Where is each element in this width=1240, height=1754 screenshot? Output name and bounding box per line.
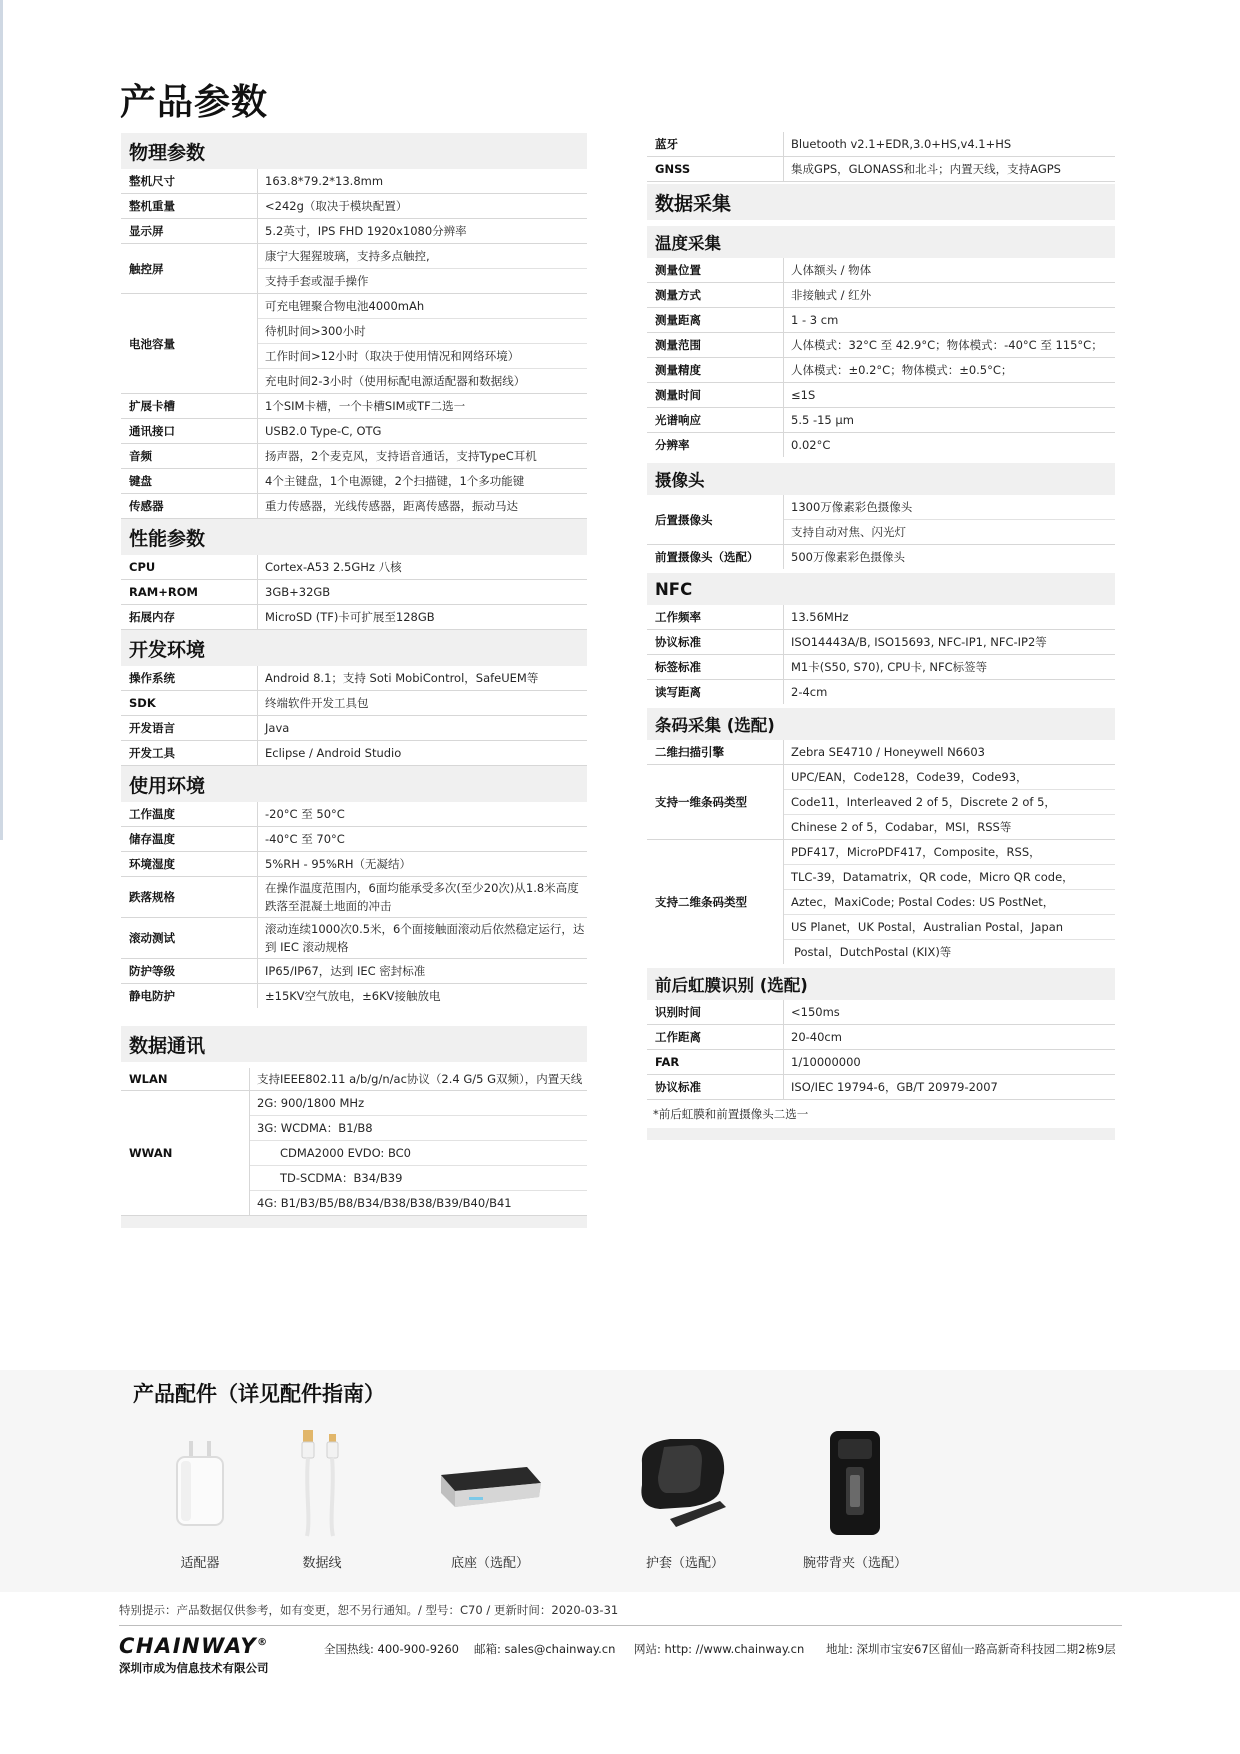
spec-key: 测量范围 xyxy=(647,333,784,357)
spec-value: 待机时间>300小时 xyxy=(258,319,587,344)
spec-value: 3G: WCDMA：B1/B8 xyxy=(250,1116,587,1141)
spec-value: IP65/IP67，达到 IEC 密封标准 xyxy=(265,964,426,978)
hotline-text: 全国热线: 400-900-9260 xyxy=(324,1642,459,1656)
website-link[interactable]: 网站: http: //www.chainway.cn xyxy=(634,1642,805,1656)
accessory-label: 护套（选配） xyxy=(645,1556,724,1571)
spec-row xyxy=(647,258,1115,283)
spec-value: ISO14443A/B, ISO15693, NFC-IP1, NFC-IP2等 xyxy=(791,635,1047,649)
spec-value: 人体模式：±0.2°C；物体模式：±0.5°C； xyxy=(791,363,1013,377)
spec-key: 标签标准 xyxy=(647,655,784,679)
spec-value: 工作时间>12小时（取决于使用情况和网络环境） xyxy=(258,344,587,369)
spec-row xyxy=(647,655,1115,680)
spec-key: 前置摄像头（选配） xyxy=(647,545,784,569)
accessory-label: 底座（选配） xyxy=(450,1556,529,1571)
company-name: 深圳市成为信息技术有限公司 xyxy=(119,1661,269,1675)
spec-key: RAM+ROM xyxy=(121,580,258,604)
spec-row xyxy=(647,283,1115,308)
iris-note: *前后虹膜和前置摄像头二选一 xyxy=(653,1107,809,1121)
spec-value: <242g（取决于模块配置） xyxy=(265,199,408,213)
column-end-strip xyxy=(647,1128,1115,1140)
spec-value: 20-40cm xyxy=(791,1030,842,1044)
spec-value: 人体额头 / 物体 xyxy=(791,263,872,277)
spec-row xyxy=(121,555,587,580)
column-end-strip xyxy=(121,1216,587,1228)
spec-value: 充电时间2-3小时（使用标配电源适配器和数据线） xyxy=(265,374,526,388)
spec-key: WWAN xyxy=(121,1091,250,1215)
spec-key: 开发语言 xyxy=(121,716,258,740)
spec-key: 协议标准 xyxy=(647,1075,784,1099)
spec-row xyxy=(121,394,587,419)
spec-key: 储存温度 xyxy=(121,827,258,851)
spec-key: CPU xyxy=(121,555,258,579)
spec-key: 支持一维条码类型 xyxy=(647,765,784,839)
page-title: 产品参数 xyxy=(120,82,269,123)
spec-row xyxy=(121,1068,587,1091)
spec-row xyxy=(121,605,587,630)
holster-image xyxy=(620,1425,750,1540)
spec-value: 1300万像素彩色摄像头 xyxy=(784,495,1115,520)
spec-key: 支持二维条码类型 xyxy=(647,840,784,964)
spec-key: 协议标准 xyxy=(647,630,784,654)
spec-key: 测量距离 xyxy=(647,308,784,332)
spec-value: 13.56MHz xyxy=(791,610,849,624)
spec-row xyxy=(647,308,1115,333)
disclaimer-text: 特别提示：产品数据仅供参考，如有变更，恕不另行通知。/ 型号：C70 / 更新时间：2020-03-31 xyxy=(119,1603,619,1617)
spec-key: 操作系统 xyxy=(121,666,258,690)
spec-key: 测量时间 xyxy=(647,383,784,407)
accessory-cable xyxy=(272,1425,372,1571)
spec-key: 读写距离 xyxy=(647,680,784,704)
spec-row xyxy=(121,959,587,984)
spec-value: 5%RH - 95%RH（无凝结） xyxy=(265,857,412,871)
spec-key: 显示屏 xyxy=(121,219,258,243)
spec-key: 防护等级 xyxy=(121,959,258,983)
spec-key: 触控屏 xyxy=(121,244,258,293)
spec-row xyxy=(647,680,1115,704)
spec-key: 工作频率 xyxy=(647,605,784,629)
spec-row xyxy=(647,1050,1115,1075)
spec-value: 人体模式：32°C 至 42.9°C；物体模式：-40°C 至 115°C； xyxy=(791,338,1103,352)
registered-mark: ® xyxy=(257,1637,269,1648)
spec-row xyxy=(121,469,587,494)
spec-row xyxy=(121,294,587,394)
spec-key: WLAN xyxy=(121,1068,250,1090)
spec-row xyxy=(647,605,1115,630)
spec-value: 5.2英寸，IPS FHD 1920x1080分辨率 xyxy=(265,224,467,238)
spec-key: SDK xyxy=(121,691,258,715)
spec-key: 电池容量 xyxy=(121,294,258,393)
spec-row xyxy=(647,333,1115,358)
spec-row xyxy=(121,802,587,827)
section-physical: 物理参数 xyxy=(121,133,587,169)
spec-key: 整机尺寸 xyxy=(121,169,258,193)
spec-value: 5.5 -15 μm xyxy=(791,413,854,427)
spec-key: 工作距离 xyxy=(647,1025,784,1049)
spec-value: Eclipse / Android Studio xyxy=(265,746,402,760)
spec-value: Cortex-A53 2.5GHz 八核 xyxy=(265,560,402,574)
spec-key: 音频 xyxy=(121,444,258,468)
spec-row xyxy=(121,194,587,219)
spec-row xyxy=(121,877,587,918)
adapter-image xyxy=(150,1425,250,1540)
accessory-label: 数据线 xyxy=(302,1556,342,1571)
section-data-comm: 数据通讯 xyxy=(121,1026,587,1062)
spec-value: TLC-39，Datamatrix，QR code，Micro QR code， xyxy=(784,865,1115,890)
spec-row xyxy=(121,918,587,959)
page-edge-strip xyxy=(0,0,3,840)
section-temp: 温度采集 xyxy=(647,226,1115,258)
spec-key: 拓展内存 xyxy=(121,605,258,629)
wrist-clip-image xyxy=(790,1425,920,1540)
spec-key: 跌落规格 xyxy=(121,877,258,917)
spec-row xyxy=(121,1091,587,1216)
spec-value: ≤1S xyxy=(791,388,816,402)
spec-row xyxy=(121,666,587,691)
spec-value: TD-SCDMA：B34/B39 xyxy=(250,1166,587,1191)
spec-key: 传感器 xyxy=(121,494,258,518)
spec-value: 康宁大猩猩玻璃，支持多点触控, xyxy=(258,244,587,269)
spec-key: 滚动测试 xyxy=(121,918,258,958)
spec-value: 1 - 3 cm xyxy=(791,313,839,327)
right-spec-column xyxy=(647,132,1115,1140)
spec-row xyxy=(121,444,587,469)
spec-row xyxy=(121,691,587,716)
spec-row xyxy=(647,765,1115,840)
spec-key: 测量方式 xyxy=(647,283,784,307)
spec-value: ±15KV空气放电，±6KV接触放电 xyxy=(265,989,441,1003)
spec-key: 测量位置 xyxy=(647,258,784,282)
adapter-icon xyxy=(165,1433,235,1533)
spec-key: 工作温度 xyxy=(121,802,258,826)
spec-key: 静电防护 xyxy=(121,984,258,1008)
spec-value: Java xyxy=(265,721,290,735)
spec-key: 通讯接口 xyxy=(121,419,258,443)
spec-row xyxy=(121,219,587,244)
spec-row xyxy=(121,494,587,519)
accessory-holster xyxy=(620,1425,750,1571)
spec-value: Zebra SE4710 / Honeywell N6603 xyxy=(791,745,985,759)
holster-icon xyxy=(630,1433,740,1533)
spec-row xyxy=(647,383,1115,408)
spec-value: 滚动连续1000次0.5米，6个面接触面滚动后依然稳定运行，达到 IEC 滚动规格 xyxy=(265,922,585,954)
spec-row xyxy=(121,827,587,852)
spec-value: 支持自动对焦、闪光灯 xyxy=(791,525,906,539)
accessory-cradle xyxy=(430,1425,550,1571)
spec-row xyxy=(647,433,1115,457)
spec-value: 扬声器，2个麦克风，支持语音通话，支持TypeC耳机 xyxy=(265,449,537,463)
spec-key: 扩展卡槽 xyxy=(121,394,258,418)
spec-value: 163.8*79.2*13.8mm xyxy=(265,174,384,188)
spec-value: 集成GPS，GLONASS和北斗；内置天线，支持AGPS xyxy=(791,162,1061,176)
spec-value: 500万像素彩色摄像头 xyxy=(791,550,905,564)
accessories-title: 产品配件（详见配件指南） xyxy=(133,1382,385,1406)
spec-key: 整机重量 xyxy=(121,194,258,218)
spec-value: 非接触式 / 红外 xyxy=(791,288,872,302)
cradle-image xyxy=(430,1425,550,1540)
spec-row xyxy=(647,408,1115,433)
spec-row xyxy=(121,169,587,194)
spec-key: 识别时间 xyxy=(647,1000,784,1024)
spec-value: ISO/IEC 19794-6，GB/T 20979-2007 xyxy=(791,1080,998,1094)
address-text: 地址: 深圳市宝安67区留仙一路高新奇科技园二期2栋9层 xyxy=(826,1642,1116,1656)
spec-value: US Planet，UK Postal，Australian Postal，Japan xyxy=(784,915,1115,940)
brand-name: CHAINWAY xyxy=(119,1634,258,1658)
section-usage-env: 使用环境 xyxy=(121,766,587,802)
spec-value: Postal，DutchPostal (KIX)等 xyxy=(794,945,952,959)
spec-row xyxy=(121,984,587,1008)
spec-value: 在操作温度范围内，6面均能承受多次(至少20次)从1.8米高度跌落至混凝土地面的冲击 xyxy=(265,881,579,913)
footer-divider xyxy=(119,1625,1122,1626)
spec-row xyxy=(121,716,587,741)
spec-value: 终端软件开发工具包 xyxy=(265,696,369,710)
spec-value: 支持IEEE802.11 a/b/g/n/ac协议（2.4 G/5 G双频），内置天线 xyxy=(257,1072,583,1086)
section-barcode: 条码采集 (选配) xyxy=(647,708,1115,740)
spec-value: CDMA2000 EVDO: BC0 xyxy=(250,1141,587,1166)
spec-row xyxy=(647,495,1115,545)
spec-value: USB2.0 Type-C, OTG xyxy=(265,424,382,438)
spec-value: -20°C 至 50°C xyxy=(265,807,345,821)
spec-key: 分辨率 xyxy=(647,433,784,457)
spec-value: MicroSD (TF)卡可扩展至128GB xyxy=(265,610,435,624)
spec-key: 二维扫描引擎 xyxy=(647,740,784,764)
brand-logo xyxy=(119,1634,269,1658)
spec-key: 测量精度 xyxy=(647,358,784,382)
spec-key: GNSS xyxy=(647,157,784,181)
section-nfc: NFC xyxy=(647,573,1115,605)
spec-key: 开发工具 xyxy=(121,741,258,765)
spec-value: Chinese 2 of 5，Codabar，MSI，RSS等 xyxy=(791,820,1012,834)
spec-value: M1卡(S50, S70), CPU卡, NFC标签等 xyxy=(791,660,988,674)
spec-row xyxy=(647,545,1115,569)
spec-row xyxy=(647,740,1115,765)
spec-row xyxy=(647,840,1115,964)
spec-value: 支持手套或湿手操作 xyxy=(265,274,369,288)
spec-value: 4G: B1/B3/B5/B8/B34/B38/B38/B39/B40/B41 xyxy=(257,1196,512,1210)
accessory-wrist-clip xyxy=(790,1425,920,1571)
cable-icon xyxy=(287,1428,357,1538)
spec-row xyxy=(121,580,587,605)
spec-row xyxy=(647,1075,1115,1100)
accessory-adapter xyxy=(150,1425,250,1571)
spec-value: 可充电锂聚合物电池4000mAh xyxy=(258,294,587,319)
left-spec-column xyxy=(121,133,587,1228)
spec-value: <150ms xyxy=(791,1005,840,1019)
email-text: 邮箱: sales@chainway.cn xyxy=(474,1642,616,1656)
spec-row xyxy=(121,741,587,766)
spec-value: 2G: 900/1800 MHz xyxy=(250,1091,587,1116)
spec-key: 环境湿度 xyxy=(121,852,258,876)
spec-row xyxy=(121,852,587,877)
spec-row xyxy=(647,157,1115,182)
spec-row xyxy=(647,1000,1115,1025)
spec-value: 4个主键盘，1个电源键，2个扫描键，1个多功能键 xyxy=(265,474,525,488)
cradle-icon xyxy=(435,1453,545,1513)
spec-row xyxy=(647,132,1115,157)
spec-value: Bluetooth v2.1+EDR,3.0+HS,v4.1+HS xyxy=(791,137,1012,151)
section-performance: 性能参数 xyxy=(121,519,587,555)
spec-value: Aztec，MaxiCode; Postal Codes: US PostNet， xyxy=(784,890,1115,915)
spec-key: 后置摄像头 xyxy=(647,495,784,544)
spec-row xyxy=(647,358,1115,383)
spec-row xyxy=(647,630,1115,655)
spec-value: 重力传感器，光线传感器，距离传感器，振动马达 xyxy=(265,499,518,513)
spec-value: Android 8.1；支持 Soti MobiControl，SafeUEM等 xyxy=(265,671,539,685)
spec-key: 蓝牙 xyxy=(647,132,784,156)
spec-value: 2-4cm xyxy=(791,685,828,699)
wrist-clip-icon xyxy=(820,1427,890,1539)
section-dev-env: 开发环境 xyxy=(121,630,587,666)
cable-image xyxy=(272,1425,372,1540)
spec-value: 1个SIM卡槽，一个卡槽SIM或TF二选一 xyxy=(265,399,466,413)
spec-key: 键盘 xyxy=(121,469,258,493)
spec-value: 0.02°C xyxy=(791,438,831,452)
spec-row xyxy=(647,1025,1115,1050)
spec-row xyxy=(121,244,587,294)
section-iris: 前后虹膜识别 (选配) xyxy=(647,968,1115,1000)
spec-key: FAR xyxy=(647,1050,784,1074)
section-data-collect: 数据采集 xyxy=(647,184,1115,220)
spec-value: Code11，Interleaved 2 of 5，Discrete 2 of 5， xyxy=(784,790,1115,815)
spec-value: 1/10000000 xyxy=(791,1055,861,1069)
spec-row xyxy=(121,419,587,444)
spec-value: -40°C 至 70°C xyxy=(265,832,345,846)
accessory-label: 腕带背夹（选配） xyxy=(802,1556,907,1571)
spec-key: 光谱响应 xyxy=(647,408,784,432)
section-camera: 摄像头 xyxy=(647,463,1115,495)
spec-value: 3GB+32GB xyxy=(265,585,331,599)
spec-value: UPC/EAN，Code128，Code39，Code93， xyxy=(784,765,1115,790)
spec-value: PDF417，MicroPDF417，Composite，RSS， xyxy=(784,840,1115,865)
accessory-label: 适配器 xyxy=(180,1556,220,1571)
